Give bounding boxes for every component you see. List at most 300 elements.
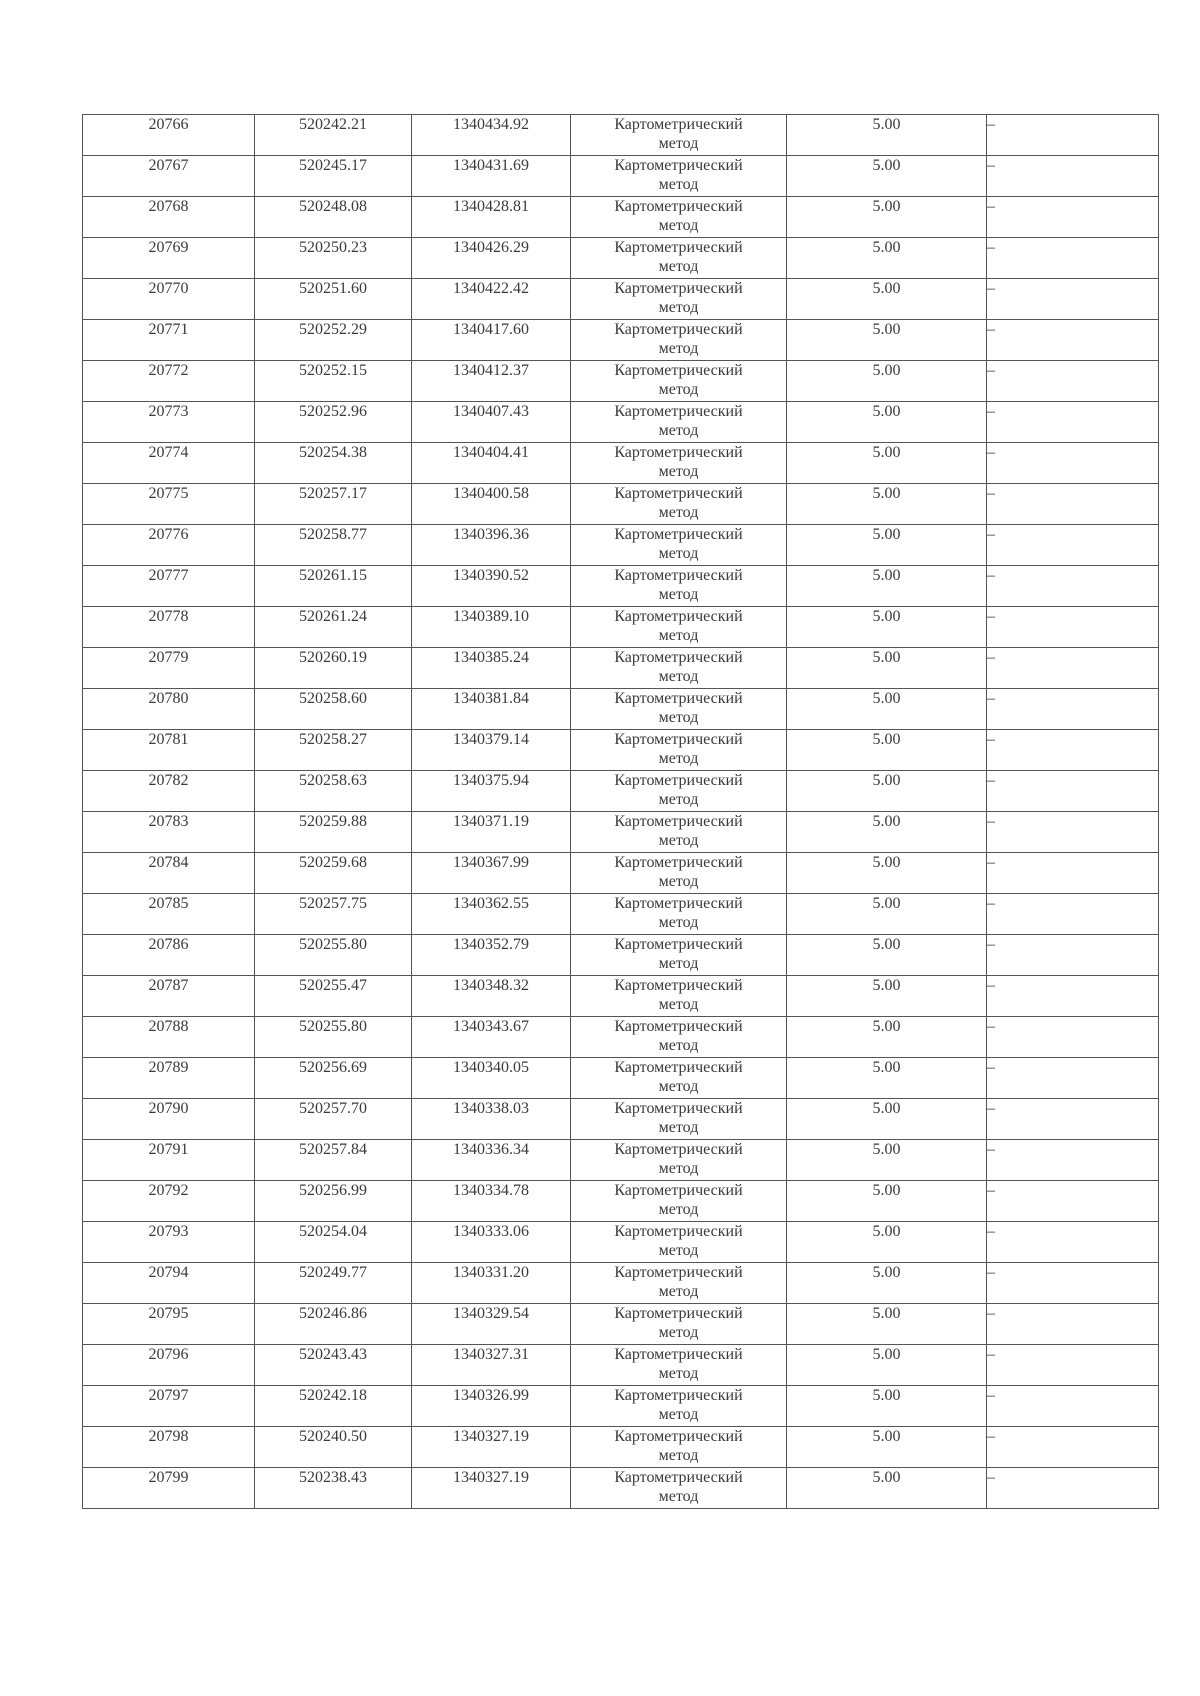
- y-coordinate-cell: 1340327.19: [412, 1468, 571, 1509]
- note-cell: –: [987, 1058, 1159, 1099]
- y-coordinate-cell: 1340422.42: [412, 279, 571, 320]
- y-coordinate-cell: 1340404.41: [412, 443, 571, 484]
- x-coordinate-cell: 520259.88: [255, 812, 412, 853]
- x-coordinate-cell: 520251.60: [255, 279, 412, 320]
- method-line-2: метод: [658, 422, 699, 439]
- table-row: [83, 607, 1159, 648]
- x-coordinate-cell: 520238.43: [255, 1468, 412, 1509]
- coordinates-table-body: [83, 115, 1159, 1509]
- note-cell: –: [987, 1181, 1159, 1222]
- method-line-2: метод: [658, 586, 699, 603]
- y-coordinate-cell: 1340331.20: [412, 1263, 571, 1304]
- note-cell: –: [987, 525, 1159, 566]
- method-line-2: метод: [658, 873, 699, 890]
- note-cell: –: [987, 976, 1159, 1017]
- method-line-2: метод: [658, 135, 699, 152]
- point-number-cell: 20783: [83, 812, 255, 853]
- method-cell: [571, 853, 787, 894]
- x-coordinate-cell: 520258.77: [255, 525, 412, 566]
- accuracy-cell: 5.00: [787, 484, 987, 525]
- method-line-2: метод: [658, 381, 699, 398]
- point-number-cell: 20785: [83, 894, 255, 935]
- note-cell: –: [987, 1345, 1159, 1386]
- table-row: [83, 1058, 1159, 1099]
- note-cell: –: [987, 1468, 1159, 1509]
- x-coordinate-cell: 520257.84: [255, 1140, 412, 1181]
- note-cell: –: [987, 484, 1159, 525]
- method-line-2: метод: [658, 791, 699, 808]
- method-cell: [571, 689, 787, 730]
- point-number-cell: 20788: [83, 1017, 255, 1058]
- method-line-1: Картометрический: [614, 239, 743, 256]
- point-number-cell: 20777: [83, 566, 255, 607]
- x-coordinate-cell: 520257.75: [255, 894, 412, 935]
- x-coordinate-cell: 520248.08: [255, 197, 412, 238]
- method-line-2: метод: [658, 1406, 699, 1423]
- point-number-cell: 20799: [83, 1468, 255, 1509]
- method-line-2: метод: [658, 750, 699, 767]
- point-number-cell: 20791: [83, 1140, 255, 1181]
- table-row: [83, 1099, 1159, 1140]
- method-line-1: Картометрический: [614, 772, 743, 789]
- note-cell: –: [987, 1386, 1159, 1427]
- method-cell: [571, 402, 787, 443]
- method-line-1: Картометрический: [614, 321, 743, 338]
- note-cell: –: [987, 361, 1159, 402]
- accuracy-cell: 5.00: [787, 1304, 987, 1345]
- y-coordinate-cell: 1340400.58: [412, 484, 571, 525]
- point-number-cell: 20771: [83, 320, 255, 361]
- x-coordinate-cell: 520252.15: [255, 361, 412, 402]
- method-cell: [571, 1345, 787, 1386]
- accuracy-cell: 5.00: [787, 279, 987, 320]
- x-coordinate-cell: 520255.47: [255, 976, 412, 1017]
- note-cell: –: [987, 566, 1159, 607]
- point-number-cell: 20784: [83, 853, 255, 894]
- point-number-cell: 20773: [83, 402, 255, 443]
- point-number-cell: 20793: [83, 1222, 255, 1263]
- method-line-1: Картометрический: [614, 280, 743, 297]
- method-cell: [571, 607, 787, 648]
- x-coordinate-cell: 520250.23: [255, 238, 412, 279]
- method-line-1: Картометрический: [614, 608, 743, 625]
- method-cell: [571, 1017, 787, 1058]
- method-line-1: Картометрический: [614, 649, 743, 666]
- method-line-2: метод: [658, 1242, 699, 1259]
- method-cell: [571, 238, 787, 279]
- accuracy-cell: 5.00: [787, 689, 987, 730]
- method-cell: [571, 730, 787, 771]
- method-line-1: Картометрический: [614, 526, 743, 543]
- point-number-cell: 20797: [83, 1386, 255, 1427]
- point-number-cell: 20792: [83, 1181, 255, 1222]
- y-coordinate-cell: 1340389.10: [412, 607, 571, 648]
- accuracy-cell: 5.00: [787, 1263, 987, 1304]
- method-line-1: Картометрический: [614, 116, 743, 133]
- coordinates-table: [82, 114, 1159, 1509]
- table-row: [83, 197, 1159, 238]
- table-row: [83, 443, 1159, 484]
- accuracy-cell: 5.00: [787, 607, 987, 648]
- point-number-cell: 20775: [83, 484, 255, 525]
- method-line-1: Картометрический: [614, 1469, 743, 1486]
- y-coordinate-cell: 1340381.84: [412, 689, 571, 730]
- method-line-2: метод: [658, 1488, 699, 1505]
- method-cell: [571, 1222, 787, 1263]
- accuracy-cell: 5.00: [787, 812, 987, 853]
- method-cell: [571, 1058, 787, 1099]
- table-row: [83, 976, 1159, 1017]
- table-row: [83, 1017, 1159, 1058]
- y-coordinate-cell: 1340396.36: [412, 525, 571, 566]
- x-coordinate-cell: 520256.69: [255, 1058, 412, 1099]
- accuracy-cell: 5.00: [787, 1345, 987, 1386]
- accuracy-cell: 5.00: [787, 853, 987, 894]
- table-row: [83, 1181, 1159, 1222]
- point-number-cell: 20778: [83, 607, 255, 648]
- accuracy-cell: 5.00: [787, 1017, 987, 1058]
- note-cell: –: [987, 320, 1159, 361]
- y-coordinate-cell: 1340352.79: [412, 935, 571, 976]
- point-number-cell: 20769: [83, 238, 255, 279]
- point-number-cell: 20787: [83, 976, 255, 1017]
- y-coordinate-cell: 1340375.94: [412, 771, 571, 812]
- x-coordinate-cell: 520258.60: [255, 689, 412, 730]
- note-cell: –: [987, 279, 1159, 320]
- point-number-cell: 20779: [83, 648, 255, 689]
- point-number-cell: 20774: [83, 443, 255, 484]
- method-line-2: метод: [658, 463, 699, 480]
- point-number-cell: 20772: [83, 361, 255, 402]
- table-row: [83, 730, 1159, 771]
- point-number-cell: 20782: [83, 771, 255, 812]
- method-cell: [571, 361, 787, 402]
- table-row: [83, 238, 1159, 279]
- table-row: [83, 935, 1159, 976]
- table-row: [83, 115, 1159, 156]
- y-coordinate-cell: 1340327.31: [412, 1345, 571, 1386]
- note-cell: –: [987, 1427, 1159, 1468]
- method-line-1: Картометрический: [614, 157, 743, 174]
- method-cell: [571, 894, 787, 935]
- method-line-1: Картометрический: [614, 362, 743, 379]
- accuracy-cell: 5.00: [787, 1058, 987, 1099]
- accuracy-cell: 5.00: [787, 238, 987, 279]
- note-cell: –: [987, 607, 1159, 648]
- method-line-1: Картометрический: [614, 936, 743, 953]
- y-coordinate-cell: 1340338.03: [412, 1099, 571, 1140]
- y-coordinate-cell: 1340326.99: [412, 1386, 571, 1427]
- note-cell: –: [987, 935, 1159, 976]
- x-coordinate-cell: 520255.80: [255, 935, 412, 976]
- method-line-2: метод: [658, 832, 699, 849]
- x-coordinate-cell: 520245.17: [255, 156, 412, 197]
- table-row: [83, 1222, 1159, 1263]
- method-line-2: метод: [658, 914, 699, 931]
- method-line-2: метод: [658, 1324, 699, 1341]
- point-number-cell: 20781: [83, 730, 255, 771]
- x-coordinate-cell: 520256.99: [255, 1181, 412, 1222]
- table-row: [83, 1345, 1159, 1386]
- method-line-1: Картометрический: [614, 485, 743, 502]
- method-line-2: метод: [658, 1447, 699, 1464]
- point-number-cell: 20798: [83, 1427, 255, 1468]
- method-line-2: метод: [658, 299, 699, 316]
- method-cell: [571, 443, 787, 484]
- note-cell: –: [987, 1263, 1159, 1304]
- point-number-cell: 20780: [83, 689, 255, 730]
- table-row: [83, 1304, 1159, 1345]
- note-cell: –: [987, 689, 1159, 730]
- method-line-2: метод: [658, 1037, 699, 1054]
- table-row: [83, 156, 1159, 197]
- method-line-1: Картометрический: [614, 1100, 743, 1117]
- x-coordinate-cell: 520254.38: [255, 443, 412, 484]
- y-coordinate-cell: 1340334.78: [412, 1181, 571, 1222]
- method-line-1: Картометрический: [614, 403, 743, 420]
- y-coordinate-cell: 1340379.14: [412, 730, 571, 771]
- method-line-1: Картометрический: [614, 1346, 743, 1363]
- x-coordinate-cell: 520261.15: [255, 566, 412, 607]
- method-line-2: метод: [658, 709, 699, 726]
- x-coordinate-cell: 520257.70: [255, 1099, 412, 1140]
- method-cell: [571, 156, 787, 197]
- note-cell: –: [987, 1017, 1159, 1058]
- method-line-1: Картометрический: [614, 731, 743, 748]
- method-line-1: Картометрический: [614, 198, 743, 215]
- accuracy-cell: 5.00: [787, 443, 987, 484]
- accuracy-cell: 5.00: [787, 402, 987, 443]
- point-number-cell: 20786: [83, 935, 255, 976]
- method-line-1: Картометрический: [614, 1018, 743, 1035]
- method-cell: [571, 279, 787, 320]
- method-line-2: метод: [658, 1283, 699, 1300]
- x-coordinate-cell: 520254.04: [255, 1222, 412, 1263]
- accuracy-cell: 5.00: [787, 894, 987, 935]
- point-number-cell: 20796: [83, 1345, 255, 1386]
- accuracy-cell: 5.00: [787, 156, 987, 197]
- method-line-1: Картометрический: [614, 1305, 743, 1322]
- y-coordinate-cell: 1340371.19: [412, 812, 571, 853]
- accuracy-cell: 5.00: [787, 1386, 987, 1427]
- point-number-cell: 20789: [83, 1058, 255, 1099]
- method-line-2: метод: [658, 668, 699, 685]
- x-coordinate-cell: 520246.86: [255, 1304, 412, 1345]
- point-number-cell: 20794: [83, 1263, 255, 1304]
- method-line-1: Картометрический: [614, 1223, 743, 1240]
- note-cell: –: [987, 730, 1159, 771]
- accuracy-cell: 5.00: [787, 730, 987, 771]
- method-cell: [571, 320, 787, 361]
- table-row: [83, 1263, 1159, 1304]
- y-coordinate-cell: 1340340.05: [412, 1058, 571, 1099]
- method-line-1: Картометрический: [614, 1264, 743, 1281]
- accuracy-cell: 5.00: [787, 1468, 987, 1509]
- method-cell: [571, 1140, 787, 1181]
- y-coordinate-cell: 1340329.54: [412, 1304, 571, 1345]
- accuracy-cell: 5.00: [787, 197, 987, 238]
- x-coordinate-cell: 520258.27: [255, 730, 412, 771]
- table-row: [83, 279, 1159, 320]
- method-line-1: Картометрический: [614, 690, 743, 707]
- method-line-2: метод: [658, 627, 699, 644]
- accuracy-cell: 5.00: [787, 525, 987, 566]
- point-number-cell: 20770: [83, 279, 255, 320]
- table-row: [83, 320, 1159, 361]
- x-coordinate-cell: 520255.80: [255, 1017, 412, 1058]
- x-coordinate-cell: 520243.43: [255, 1345, 412, 1386]
- table-row: [83, 484, 1159, 525]
- point-number-cell: 20790: [83, 1099, 255, 1140]
- method-line-2: метод: [658, 1201, 699, 1218]
- note-cell: –: [987, 1304, 1159, 1345]
- method-cell: [571, 1427, 787, 1468]
- method-cell: [571, 648, 787, 689]
- note-cell: –: [987, 115, 1159, 156]
- note-cell: –: [987, 648, 1159, 689]
- method-line-1: Картометрический: [614, 977, 743, 994]
- point-number-cell: 20766: [83, 115, 255, 156]
- table-row: [83, 1386, 1159, 1427]
- accuracy-cell: 5.00: [787, 648, 987, 689]
- table-row: [83, 566, 1159, 607]
- method-line-1: Картометрический: [614, 444, 743, 461]
- y-coordinate-cell: 1340333.06: [412, 1222, 571, 1263]
- method-line-1: Картометрический: [614, 1428, 743, 1445]
- method-cell: [571, 976, 787, 1017]
- method-cell: [571, 197, 787, 238]
- table-row: [83, 1427, 1159, 1468]
- method-cell: [571, 1304, 787, 1345]
- method-cell: [571, 484, 787, 525]
- method-line-2: метод: [658, 1365, 699, 1382]
- accuracy-cell: 5.00: [787, 320, 987, 361]
- x-coordinate-cell: 520261.24: [255, 607, 412, 648]
- method-cell: [571, 1263, 787, 1304]
- note-cell: –: [987, 812, 1159, 853]
- method-line-2: метод: [658, 340, 699, 357]
- note-cell: –: [987, 1099, 1159, 1140]
- table-row: [83, 1468, 1159, 1509]
- accuracy-cell: 5.00: [787, 935, 987, 976]
- y-coordinate-cell: 1340362.55: [412, 894, 571, 935]
- x-coordinate-cell: 520260.19: [255, 648, 412, 689]
- accuracy-cell: 5.00: [787, 566, 987, 607]
- table-row: [83, 853, 1159, 894]
- table-row: [83, 812, 1159, 853]
- y-coordinate-cell: 1340343.67: [412, 1017, 571, 1058]
- x-coordinate-cell: 520259.68: [255, 853, 412, 894]
- method-line-1: Картометрический: [614, 1387, 743, 1404]
- accuracy-cell: 5.00: [787, 1099, 987, 1140]
- method-cell: [571, 935, 787, 976]
- method-line-2: метод: [658, 176, 699, 193]
- table-row: [83, 689, 1159, 730]
- note-cell: –: [987, 443, 1159, 484]
- method-line-1: Картометрический: [614, 895, 743, 912]
- method-line-1: Картометрический: [614, 813, 743, 830]
- accuracy-cell: 5.00: [787, 1222, 987, 1263]
- method-cell: [571, 1099, 787, 1140]
- y-coordinate-cell: 1340407.43: [412, 402, 571, 443]
- method-cell: [571, 812, 787, 853]
- point-number-cell: 20767: [83, 156, 255, 197]
- x-coordinate-cell: 520242.18: [255, 1386, 412, 1427]
- method-line-2: метод: [658, 1119, 699, 1136]
- y-coordinate-cell: 1340434.92: [412, 115, 571, 156]
- method-cell: [571, 566, 787, 607]
- y-coordinate-cell: 1340336.34: [412, 1140, 571, 1181]
- method-line-1: Картометрический: [614, 854, 743, 871]
- accuracy-cell: 5.00: [787, 1427, 987, 1468]
- x-coordinate-cell: 520249.77: [255, 1263, 412, 1304]
- method-line-2: метод: [658, 545, 699, 562]
- method-line-2: метод: [658, 996, 699, 1013]
- table-row: [83, 361, 1159, 402]
- x-coordinate-cell: 520240.50: [255, 1427, 412, 1468]
- y-coordinate-cell: 1340367.99: [412, 853, 571, 894]
- note-cell: –: [987, 156, 1159, 197]
- method-cell: [571, 1468, 787, 1509]
- table-row: [83, 1140, 1159, 1181]
- point-number-cell: 20776: [83, 525, 255, 566]
- method-cell: [571, 1181, 787, 1222]
- table-row: [83, 771, 1159, 812]
- y-coordinate-cell: 1340412.37: [412, 361, 571, 402]
- accuracy-cell: 5.00: [787, 115, 987, 156]
- note-cell: –: [987, 1222, 1159, 1263]
- x-coordinate-cell: 520252.29: [255, 320, 412, 361]
- y-coordinate-cell: 1340348.32: [412, 976, 571, 1017]
- note-cell: –: [987, 771, 1159, 812]
- method-line-2: метод: [658, 258, 699, 275]
- y-coordinate-cell: 1340426.29: [412, 238, 571, 279]
- method-line-2: метод: [658, 217, 699, 234]
- method-line-1: Картометрический: [614, 1141, 743, 1158]
- method-cell: [571, 115, 787, 156]
- method-line-1: Картометрический: [614, 1182, 743, 1199]
- table-row: [83, 525, 1159, 566]
- method-line-2: метод: [658, 1078, 699, 1095]
- y-coordinate-cell: 1340327.19: [412, 1427, 571, 1468]
- method-cell: [571, 771, 787, 812]
- y-coordinate-cell: 1340431.69: [412, 156, 571, 197]
- y-coordinate-cell: 1340428.81: [412, 197, 571, 238]
- accuracy-cell: 5.00: [787, 1140, 987, 1181]
- note-cell: –: [987, 197, 1159, 238]
- method-cell: [571, 1386, 787, 1427]
- method-line-2: метод: [658, 1160, 699, 1177]
- point-number-cell: 20795: [83, 1304, 255, 1345]
- y-coordinate-cell: 1340390.52: [412, 566, 571, 607]
- accuracy-cell: 5.00: [787, 976, 987, 1017]
- x-coordinate-cell: 520242.21: [255, 115, 412, 156]
- table-row: [83, 648, 1159, 689]
- method-line-1: Картометрический: [614, 1059, 743, 1076]
- y-coordinate-cell: 1340385.24: [412, 648, 571, 689]
- method-line-2: метод: [658, 504, 699, 521]
- x-coordinate-cell: 520252.96: [255, 402, 412, 443]
- x-coordinate-cell: 520257.17: [255, 484, 412, 525]
- note-cell: –: [987, 238, 1159, 279]
- table-row: [83, 894, 1159, 935]
- accuracy-cell: 5.00: [787, 361, 987, 402]
- note-cell: –: [987, 853, 1159, 894]
- accuracy-cell: 5.00: [787, 1181, 987, 1222]
- note-cell: –: [987, 1140, 1159, 1181]
- accuracy-cell: 5.00: [787, 771, 987, 812]
- method-line-1: Картометрический: [614, 567, 743, 584]
